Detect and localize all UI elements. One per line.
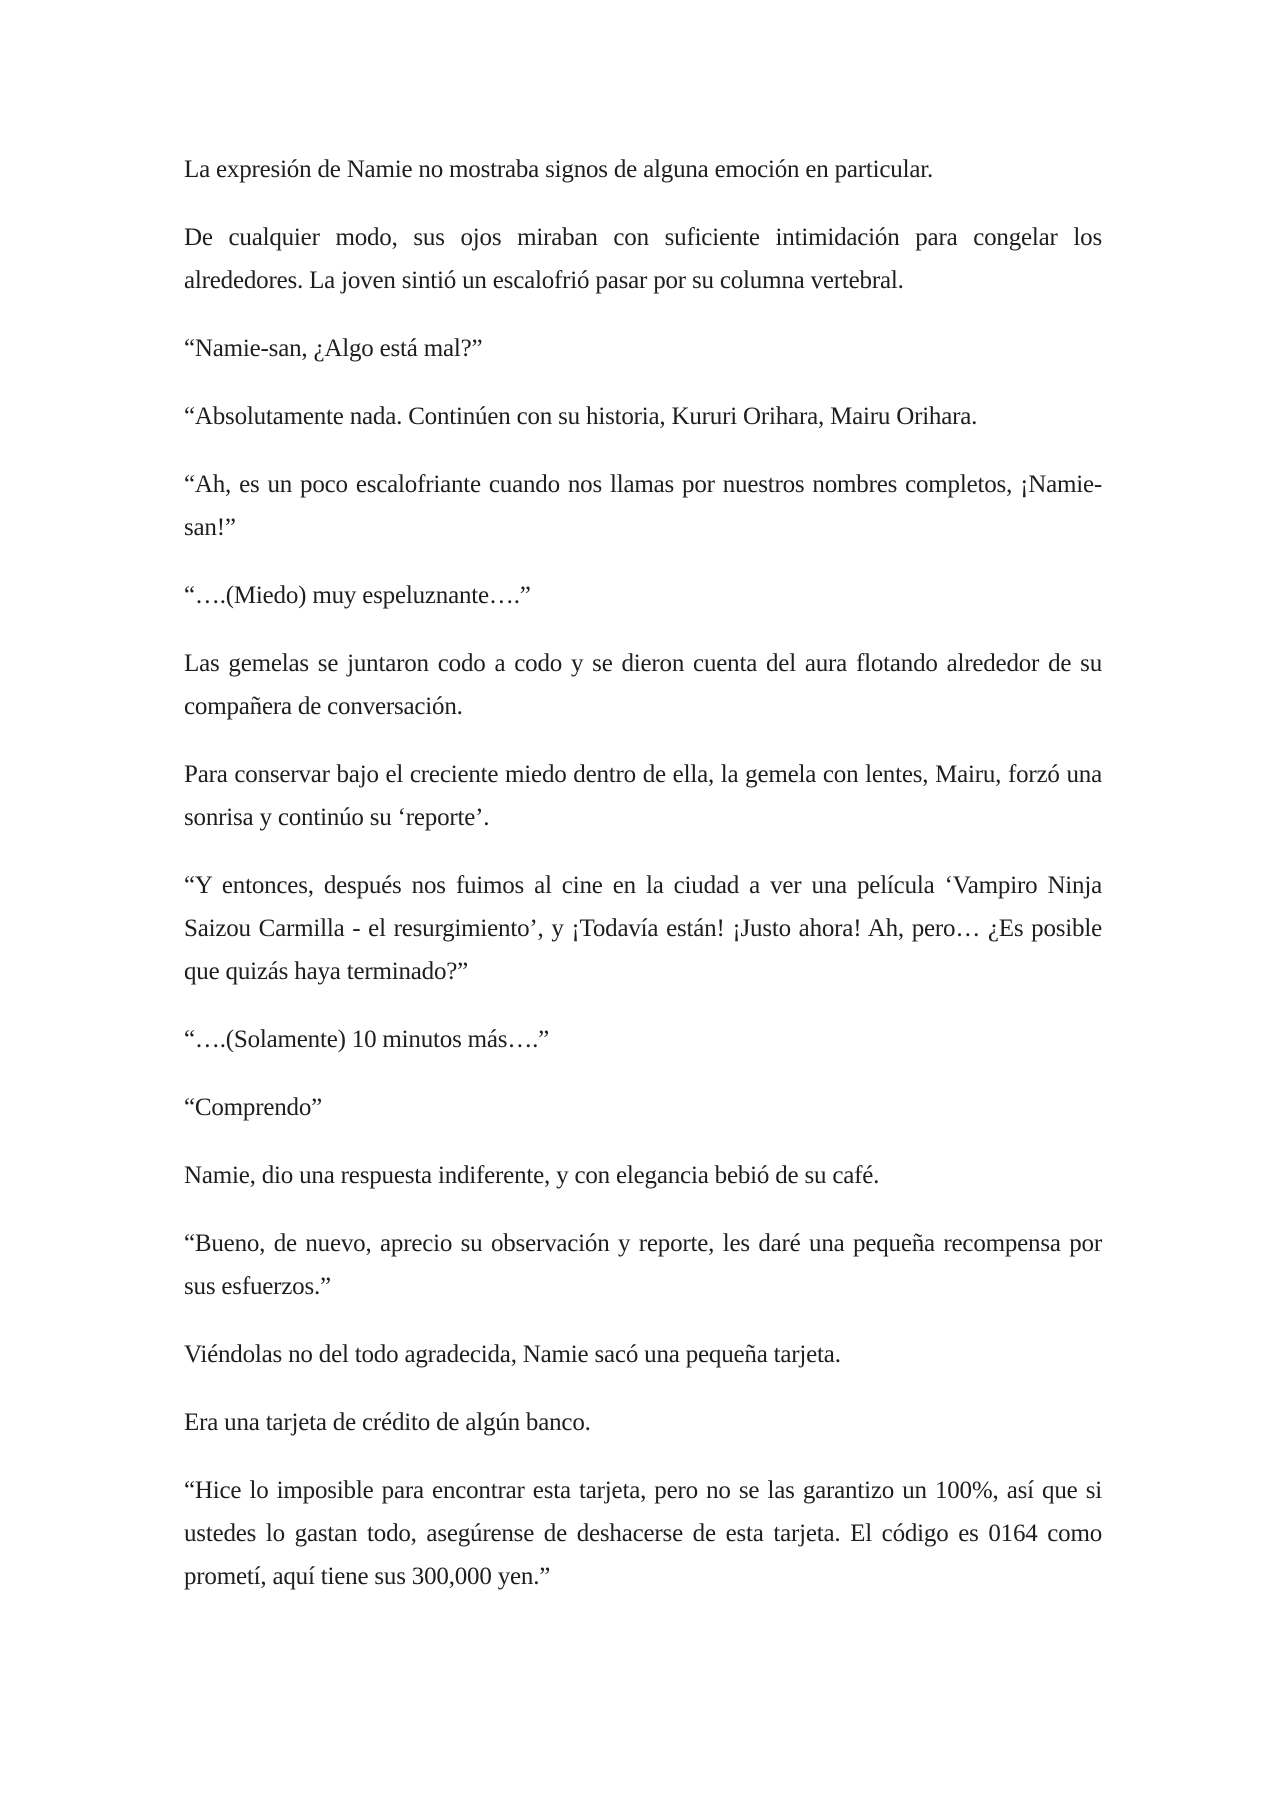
paragraph-1: La expresión de Namie no mostraba signos de alguna emoción en particular. <box>184 156 934 183</box>
paragraph-16: “Hice lo imposible para encontrar esta tarjeta, pero no se las garantizo un 100%, así que si ustedes lo gastan todo, asegúrense de deshacerse de esta tarjeta. El código es 0164 como prometí, aquí tiene sus 300,000 yen.” <box>184 1477 1102 1590</box>
paragraph-14: Viéndolas no del todo agradecida, Namie sacó una pequeña tarjeta. <box>184 1341 841 1368</box>
paragraph-9: “Y entonces, después nos fuimos al cine en la ciudad a ver una película ‘Vampiro Ninja Saizou Carmilla - el resurgimiento’, y ¡Todavía están! ¡Justo ahora! Ah, pero… ¿Es posible que quizás haya terminado?” <box>184 872 1102 985</box>
paragraph-6: “….(Miedo) muy espeluznante….” <box>184 582 531 609</box>
paragraph-5: “Ah, es un poco escalofriante cuando nos llamas por nuestros nombres completos, ¡Namie-san!” <box>184 471 1102 541</box>
paragraph-4: “Absolutamente nada. Continúen con su historia, Kururi Orihara, Mairu Orihara. <box>184 403 978 430</box>
paragraph-13: “Bueno, de nuevo, aprecio su observación y reporte, les daré una pequeña recompensa por sus esfuerzos.” <box>184 1230 1102 1300</box>
paragraph-10: “….(Solamente) 10 minutos más….” <box>184 1026 550 1053</box>
paragraph-11: “Comprendo” <box>184 1094 323 1121</box>
paragraph-2: De cualquier modo, sus ojos miraban con suficiente intimidación para congelar los alrededores. La joven sintió un escalofrió pasar por su columna vertebral. <box>184 224 1102 294</box>
document-body <box>184 148 1102 1623</box>
paragraph-8: Para conservar bajo el creciente miedo dentro de ella, la gemela con lentes, Mairu, forzó una sonrisa y continúo su ‘reporte’. <box>184 761 1102 831</box>
paragraph-12: Namie, dio una respuesta indiferente, y con elegancia bebió de su café. <box>184 1162 880 1189</box>
paragraph-15: Era una tarjeta de crédito de algún banco. <box>184 1409 591 1436</box>
paragraph-7: Las gemelas se juntaron codo a codo y se dieron cuenta del aura flotando alrededor de su compañera de conversación. <box>184 650 1102 720</box>
paragraph-3: “Namie-san, ¿Algo está mal?” <box>184 335 483 362</box>
